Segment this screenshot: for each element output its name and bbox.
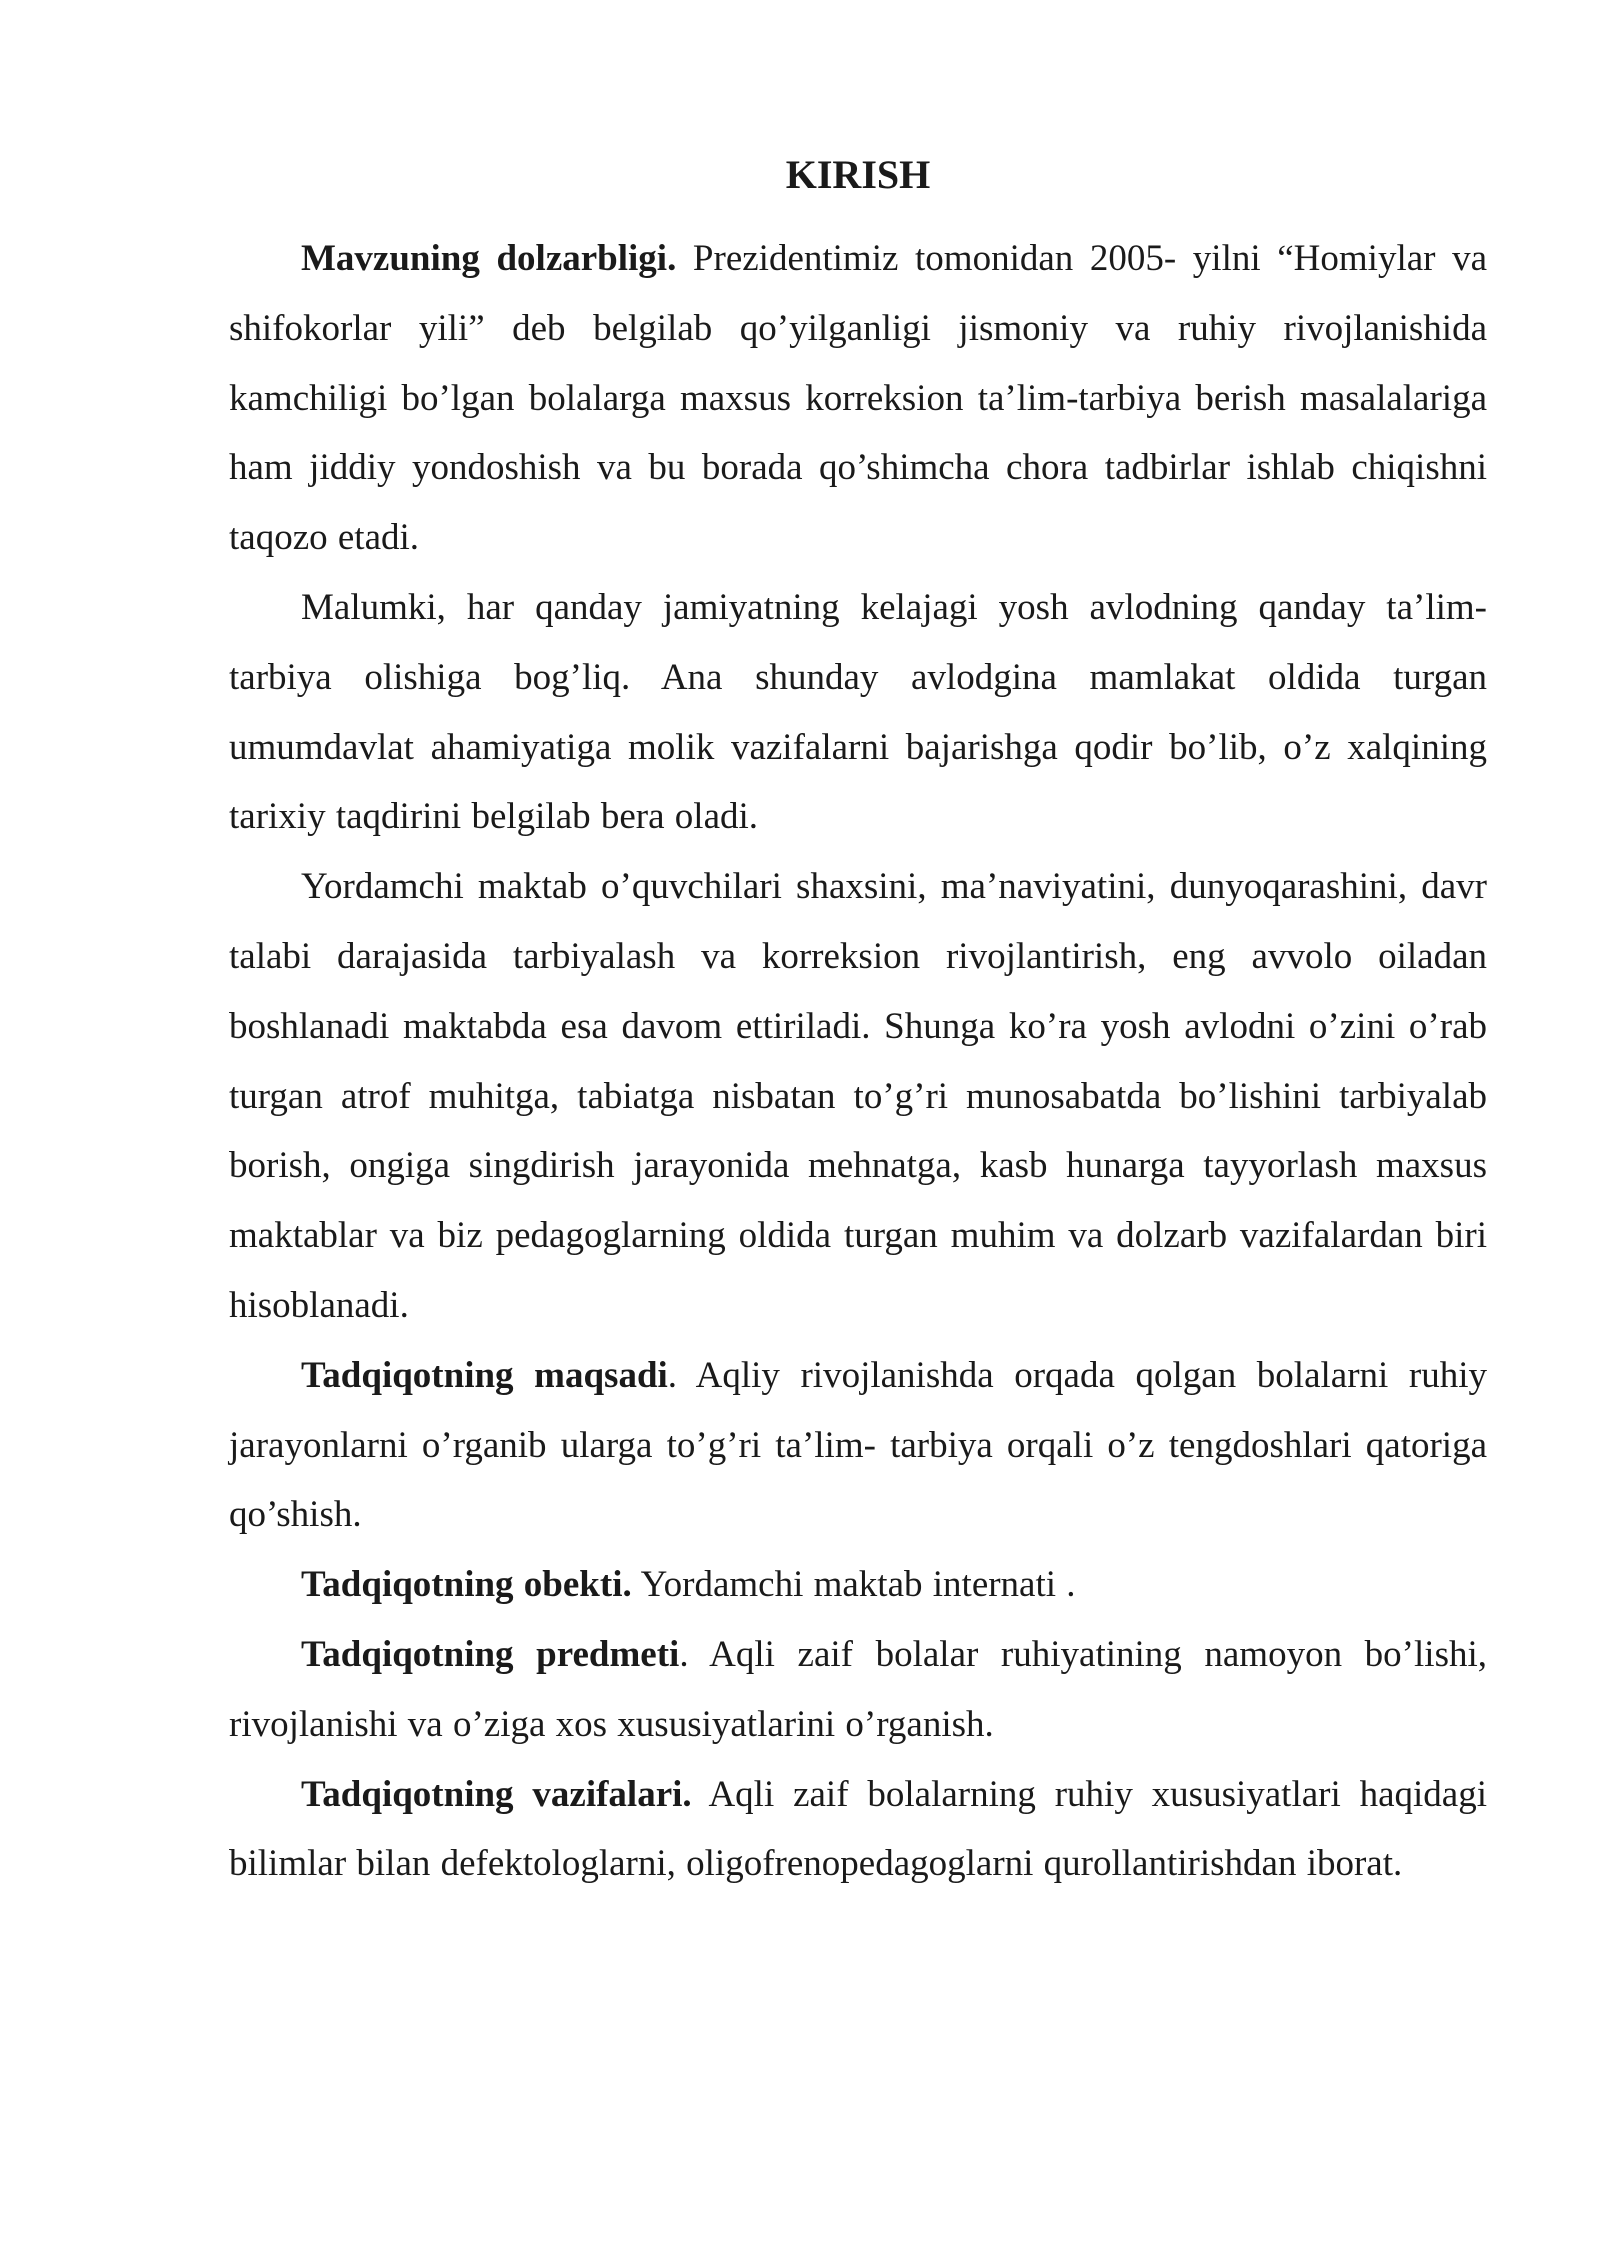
paragraph-heading: Tadqiqotning maqsadi — [301, 1354, 668, 1396]
paragraph-research-subject — [229, 1620, 1487, 1760]
paragraph-text: Yordamchi maktab o’quvchilari shaxsini, ma’naviyatini, dunyoqarashini, davr talabi darajasida tarbiyalash va korreksion rivojlantirish, eng avvolo oiladan boshlanadi maktabda esa davom ettiriladi. Shunga ko’ra yosh avlodni o’zini o’rab turgan atrof muhitga, tabiatga nisbatan to’g’ri munosabatda bo’lishini tarbiyalab borish, ongiga singdirish jarayonida mehnatga, kasb hunarga tayyorlash maxsus maktablar va biz pedagoglarning oldida turgan muhim va dolzarb vazifalardan biri hisoblanadi. — [229, 866, 1487, 1326]
paragraph-heading: Tadqiqotning obekti. — [301, 1564, 632, 1606]
paragraph-society — [229, 573, 1487, 852]
paragraph-heading: Mavzuning dolzarbligi. — [301, 238, 677, 279]
document-page — [229, 150, 1487, 1899]
paragraph-research-tasks — [229, 1760, 1487, 1900]
paragraph-relevance — [229, 224, 1487, 573]
paragraph-heading: Tadqiqotning predmeti — [301, 1633, 680, 1675]
paragraph-text: . Aqli zaif bolalar ruhiyatining namoyon bo’lishi, rivojlanishi va o’ziga xos xususiyatlarini o’rganish. — [229, 1633, 1487, 1745]
paragraph-heading: Tadqiqotning vazifalari. — [301, 1773, 692, 1815]
paragraph-research-object — [229, 1550, 1487, 1620]
paragraph-text: Malumki, har qanday jamiyatning kelajagi yosh avlodning qanday ta’lim-tarbiya olishiga bog’liq. Ana shunday avlodgina mamlakat oldida turgan umumdavlat ahamiyatiga molik vazifalarni bajarishga qodir bo’lib, o’z xalqining tarixiy taqdirini belgilab bera oladi. — [229, 586, 1487, 838]
paragraph-text: Aqli zaif bolalarning ruhiy xususiyatlari haqidagi bilimlar bilan defektologlarni, oligofrenopedagoglarni qurollantirishdan iborat. — [229, 1773, 1487, 1885]
page-title: KIRISH — [785, 152, 931, 197]
paragraph-text: Yordamchi maktab internati . — [631, 1564, 1076, 1606]
paragraph-research-goal — [229, 1341, 1487, 1550]
paragraph-text: Prezidentimiz tomonidan 2005- yilni “Homiylar va shifokorlar yili” deb belgilab qo’yilganligi jismoniy va ruhiy rivojlanishida kamchiligi bo’lgan bolalarga maxsus korreksion ta’lim-tarbiya berish masalalariga ham jiddiy yondoshish va bu borada qo’shimcha chora tadbirlar ishlab chiqishni taqozo etadi. — [229, 238, 1487, 559]
paragraph-auxiliary-school — [229, 852, 1487, 1341]
paragraph-text: . Aqliy rivojlanishda orqada qolgan bolalarni ruhiy jarayonlarni o’rganib ularga to’g’ri ta’lim- tarbiya orqali o’z tengdoshlari qatoriga qo’shish. — [229, 1354, 1487, 1536]
